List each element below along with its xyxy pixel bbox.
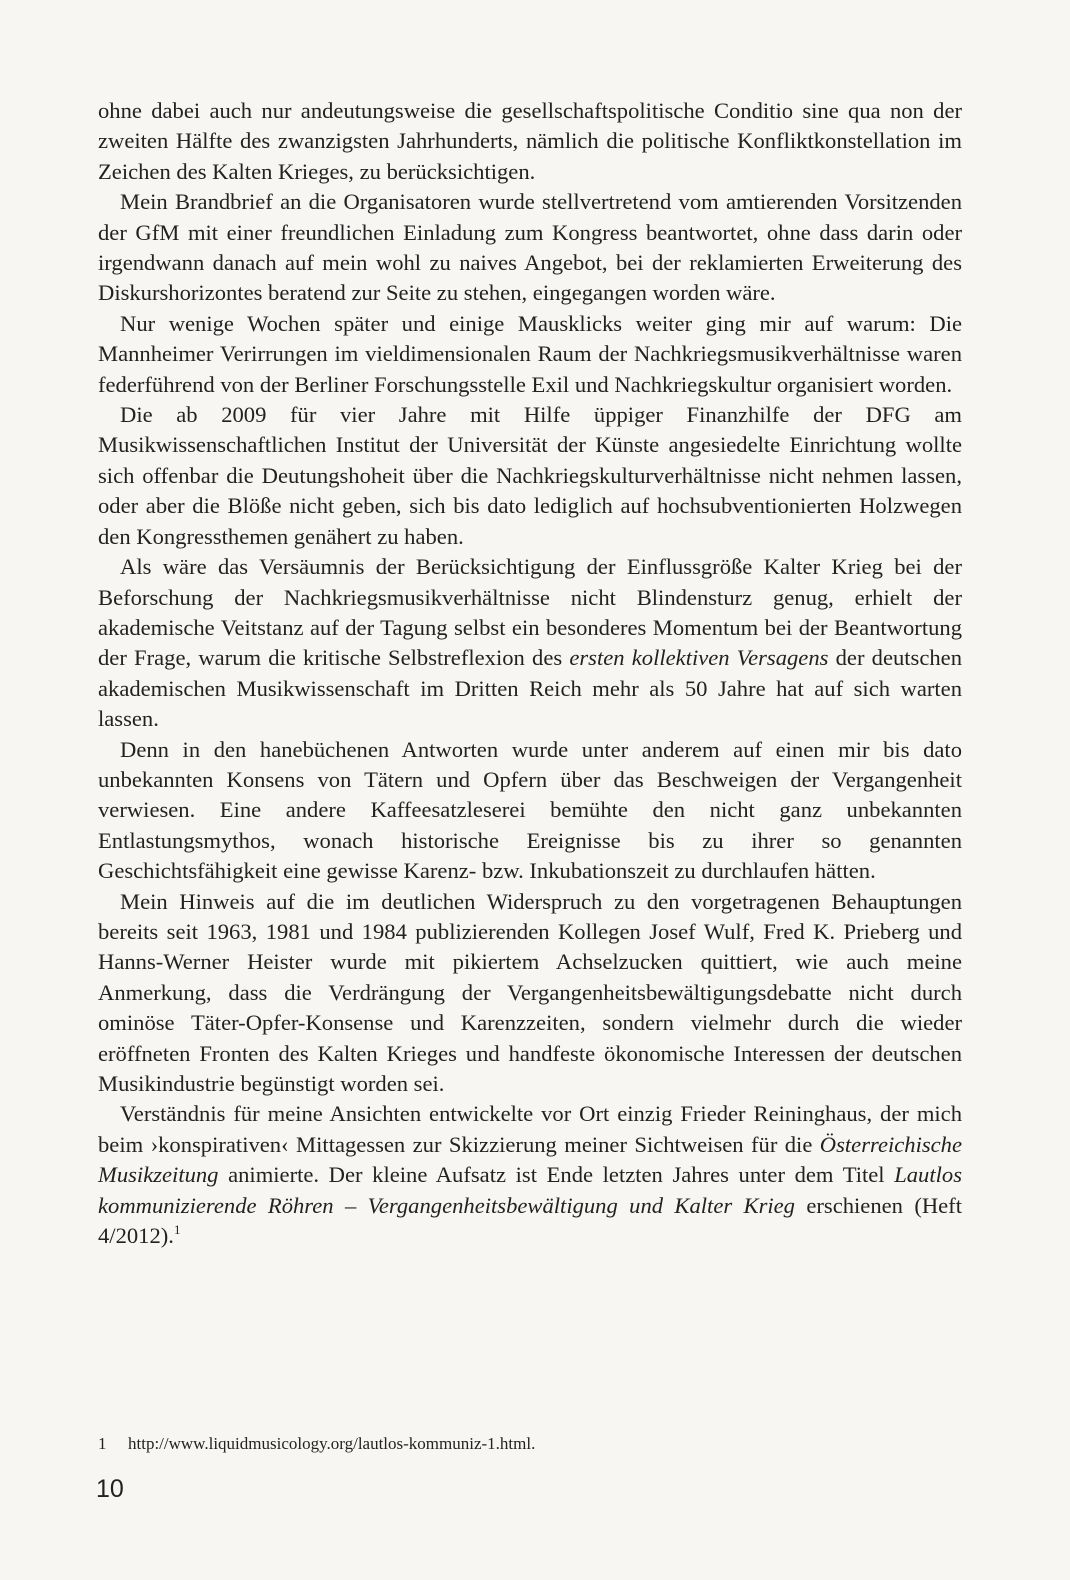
text-segment: der deutschen akademischen Musikwissenschaft im Dritten Reich mehr als 50 Jahre hat auf sich warten lassen. — [98, 645, 962, 732]
paragraph — [98, 96, 962, 187]
text-segment: Nur wenige Wochen später und einige Mausklicks weiter ging mir auf warum: Die Mannheimer Verirrungen im vieldimensionalen Raum der Nachkriegsmusikverhältnisse waren federführend von der Berliner Forschungsstelle Exil und Nachkriegskultur organisiert worden. — [98, 310, 962, 397]
text-segment: Verständnis für meine Ansichten entwickelte vor Ort einzig Frieder Reininghaus, der mich beim ›konspirativen‹ Mittagessen zur Skizzierung meiner Sichtweisen für die — [98, 1101, 962, 1157]
text-segment: erschienen (Heft 4/2012). — [98, 1192, 962, 1249]
paragraph — [98, 735, 962, 887]
paragraph — [98, 552, 962, 734]
text-segment: Als wäre das Versäumnis der Berücksichtigung der Einflussgröße Kalter Krieg bei der Beforschung der Nachkriegsmusikverhältnisse nicht Blindensturz genug, erhielt der akademische Veitstanz auf der Tagung selbst ein besonderes Momentum bei der Beantwortung der Frage, warum die kritische Selbstreflexion des — [98, 554, 962, 671]
footnote — [98, 1433, 962, 1455]
body-text — [98, 96, 962, 1251]
italic-text: ersten kollektiven Versagens — [569, 645, 829, 671]
footnote-reference: 1 — [173, 1222, 181, 1238]
footnote-text: http://www.liquidmusicology.org/lautlos-kommuniz-1.html. — [128, 1434, 536, 1453]
footnote-number: 1 — [98, 1434, 107, 1453]
text-segment: Mein Brandbrief an die Organisatoren wurde stellvertretend vom amtierenden Vorsitzenden der GfM mit einer freundlichen Einladung zum Kongress beantwortet, ohne dass darin oder irgendwann danach auf mein wohl zu naives Angebot, bei der reklamierten Erweiterung des Diskurshorizontes beratend zur Seite zu stehen, eingegangen worden wäre. — [98, 189, 962, 306]
paragraph — [98, 187, 962, 309]
text-segment: Die ab 2009 für vier Jahre mit Hilfe üppiger Finanzhilfe der DFG am Musikwissenschaftlichen Institut der Universität der Künste angesiedelte Einrichtung wollte sich offenbar die Deutungshoheit über die Nachkriegskulturverhältnisse nicht nehmen lassen, oder aber die Blöße nicht geben, sich bis dato lediglich auf hochsubventionierten Holzwegen den Kongressthemen genähert zu haben. — [98, 402, 962, 549]
page-number: 10 — [96, 1475, 124, 1503]
text-segment: ohne dabei auch nur andeutungsweise die gesellschaftspolitische Conditio sine qua non der zweiten Hälfte des zwanzigsten Jahrhunderts, nämlich die politische Konfliktkonstellation im Zeichen des Kalten Krieges, zu berücksichtigen. — [98, 98, 962, 184]
paragraph — [98, 309, 962, 400]
paragraph — [98, 887, 962, 1100]
paragraph — [98, 1099, 962, 1251]
paragraph — [98, 400, 962, 552]
text-segment: Denn in den hanebüchenen Antworten wurde unter anderem auf einen mir bis dato unbekannten Konsens von Tätern und Opfern über das Beschweigen der Vergangenheit verwiesen. Eine andere Kaffeesatzleserei bemühte den nicht ganz unbekannten Entlastungsmythos, wonach historische Ereignisse bis zu ihrer so genannten Geschichtsfähigkeit eine gewisse Karenz- bzw. Inkubationszeit zu durchlaufen hätten. — [98, 736, 962, 884]
italic-text: Österreichische Musikzeitung — [98, 1131, 962, 1188]
italic-text: Lautlos kommunizierende Röhren – Vergangenheitsbewältigung und Kalter Krieg — [98, 1162, 962, 1218]
text-segment: animierte. Der kleine Aufsatz ist Ende letzten Jahres unter dem Titel — [218, 1162, 895, 1188]
text-segment: Mein Hinweis auf die im deutlichen Widerspruch zu den vorgetragenen Behauptungen bereits seit 1963, 1981 und 1984 publizierenden Kollegen Josef Wulf, Fred K. Prieberg und Hanns-Werner Heister wurde mit pikiertem Achselzucken quittiert, wie auch meine Anmerkung, dass die Verdrängung der Vergangenheitsbewältigungsdebatte nicht durch ominöse Täter-Opfer-Konsense und Karenzzeiten, sondern vielmehr durch die wieder eröffneten Fronten des Kalten Krieges und handfeste ökonomische Interessen der deutschen Musikindustrie begünstigt worden sei. — [98, 888, 962, 1096]
